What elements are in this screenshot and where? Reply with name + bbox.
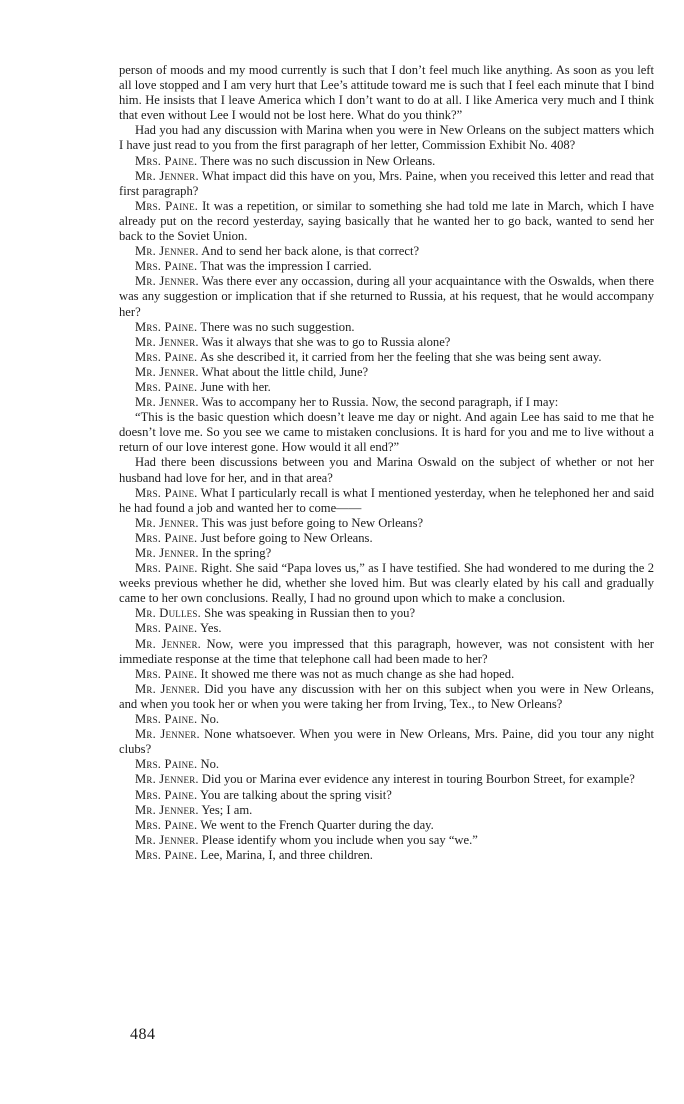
speaker-label: Mr. Jenner.: [135, 546, 199, 560]
paragraph: [119, 380, 654, 395]
speaker-label: Mrs. Paine.: [135, 561, 198, 576]
paragraph: [119, 637, 654, 667]
speaker-label: Mrs. Paine.: [135, 153, 198, 168]
paragraph: [119, 833, 654, 848]
speaker-label: Mrs. Paine.: [135, 530, 198, 545]
paragraph: [119, 788, 654, 803]
paragraph: [119, 546, 654, 561]
paragraph-text: Yes; I am.: [201, 802, 253, 817]
paragraph-text: That was the impression I carried.: [200, 259, 372, 274]
speaker-label: Mr. Jenner.: [135, 244, 199, 259]
speaker-label: Mrs. Paine.: [135, 847, 198, 862]
speaker-label: Mr. Jenner.: [135, 395, 199, 410]
speaker-label: Mr. Jenner.: [135, 727, 200, 742]
speaker-label: Mr. Jenner.: [135, 364, 199, 379]
speaker-label: Mr. Jenner.: [135, 636, 202, 651]
paragraph: [119, 274, 654, 319]
speaker-label: Mrs. Paine.: [135, 817, 198, 832]
paragraph-text: None whatsoever. When you were in New Orleans, Mrs. Paine, did you tour any night clubs?: [119, 727, 654, 757]
paragraph: [119, 727, 654, 757]
paragraph-text: No.: [200, 712, 220, 727]
paragraph: [119, 335, 654, 350]
paragraph: [119, 803, 654, 818]
paragraph-text: As she described it, it carried from her the feeling that she was being sent away.: [199, 349, 602, 364]
paragraph: [119, 123, 654, 153]
speaker-label: Mrs. Paine.: [135, 198, 199, 213]
paragraph-text: This was just before going to New Orleans?: [201, 515, 424, 530]
paragraph: [119, 63, 654, 123]
page-number: 484: [130, 1026, 156, 1043]
paragraph-text: Was there ever any occassion, during all your acquaintance with the Oswalds, when there was any suggestion or implication that if she returned to Russia, at his request, that he would accompany her?: [119, 274, 654, 319]
paragraph-text: person of moods and my mood currently is such that I don’t feel much like anything. As soon as you left all love stopped and I am very hurt that Lee’s attitude toward me is such that I feel each minute that I bind him. He insists that I leave America which I don’t want to do at all. I like America very much and I think that even without Lee I would not be lost here. What do you think?”: [119, 63, 654, 123]
speaker-label: Mr. Jenner.: [135, 168, 199, 183]
speaker-label: Mr. Jenner.: [135, 802, 199, 817]
speaker-label: Mrs. Paine.: [135, 319, 198, 334]
paragraph-text: Did you or Marina ever evidence any interest in touring Bourbon Street, for example?: [201, 772, 635, 787]
paragraph: [119, 350, 654, 365]
paragraph: [119, 244, 654, 259]
paragraph-text: Now, were you impressed that this paragraph, however, was not consistent with her immediate response at the time that telephone call had been made to her?: [119, 636, 654, 666]
speaker-label: Mr. Jenner.: [135, 772, 199, 787]
paragraph: [119, 682, 654, 712]
paragraph: [119, 516, 654, 531]
paragraph-text: It was a repetition, or similar to something she had told me late in March, which I have already put on the record yesterday, saying basically that he wanted her to go back, wanted to send her back to the Soviet Union.: [119, 198, 654, 244]
paragraph-text: Had you had any discussion with Marina when you were in New Orleans on the subject matters which I have just read to you from the first paragraph of her letter, Commission Exhibit No. 408?: [119, 123, 654, 153]
paragraph-text: What impact did this have on you, Mrs. Paine, when you received this letter and read that first paragraph?: [119, 168, 655, 198]
paragraph: [119, 531, 654, 546]
paragraph-text: Yes.: [200, 621, 222, 636]
speaker-label: Mrs. Paine.: [135, 349, 198, 364]
paragraph-text: Lee, Marina, I, and three children.: [200, 847, 373, 862]
speaker-label: Mrs. Paine.: [135, 379, 198, 394]
paragraph: [119, 320, 654, 335]
paragraph: [119, 169, 654, 199]
speaker-label: Mr. Jenner.: [135, 832, 199, 847]
paragraph-text: Please identify whom you include when you say “we.”: [201, 832, 478, 847]
speaker-label: Mrs. Paine.: [135, 787, 198, 802]
paragraph-text: What I particularly recall is what I mentioned yesterday, when he telephoned her and said he had found a job and wanted her to come——: [119, 485, 654, 515]
speaker-label: Mrs. Paine.: [135, 712, 198, 727]
paragraph-text: We went to the French Quarter during the day.: [200, 817, 434, 832]
paragraph: [119, 621, 654, 636]
paragraph: [119, 772, 654, 787]
paragraph: [119, 455, 654, 485]
speaker-label: Mr. Jenner.: [135, 515, 199, 530]
paragraph-text: And to send her back alone, is that correct?: [201, 244, 420, 259]
speaker-label: Mr. Jenner.: [135, 274, 199, 289]
paragraph-text: She was speaking in Russian then to you?: [204, 606, 416, 621]
paragraph: [119, 848, 654, 863]
paragraph: [119, 199, 654, 244]
speaker-label: Mrs. Paine.: [135, 757, 198, 772]
paragraph-text: It showed me there was not as much change as she had hoped.: [200, 666, 515, 681]
paragraph-text: “This is the basic question which doesn’t leave me day or night. And again Lee has said to me that he doesn’t love me. So you see we came to mistaken conclusions. It is hard for you and me to live without a return of our love interest gone. How would it all end?”: [119, 410, 654, 455]
paragraph-text: No.: [200, 757, 220, 772]
paragraph: [119, 667, 654, 682]
paragraph-text: Was to accompany her to Russia. Now, the second paragraph, if I may:: [201, 395, 559, 410]
paragraph-text: Did you have any discussion with her on this subject when you were in New Orleans, and when you took her or when you were taking her from Irving, Tex., to New Orleans?: [119, 681, 655, 711]
speaker-label: Mrs. Paine.: [135, 666, 198, 681]
speaker-label: Mrs. Paine.: [135, 259, 198, 274]
paragraph: [119, 712, 654, 727]
paragraph: [119, 410, 654, 455]
paragraph-text: There was no such discussion in New Orleans.: [200, 153, 436, 168]
paragraph-text: What about the little child, June?: [201, 364, 369, 379]
paragraph: [119, 606, 654, 621]
paragraph: [119, 395, 654, 410]
paragraph-text: In the spring?: [201, 546, 272, 560]
speaker-label: Mrs. Paine.: [135, 485, 198, 500]
paragraph: [119, 486, 654, 516]
paragraph: [119, 561, 654, 606]
paragraph: [119, 757, 654, 772]
paragraph-text: You are talking about the spring visit?: [200, 787, 392, 802]
speaker-label: Mrs. Paine.: [135, 621, 198, 636]
paragraph: [119, 259, 654, 274]
paragraph-text: Was it always that she was to go to Russia alone?: [201, 334, 451, 349]
paragraph-text: Had there been discussions between you and Marina Oswald on the subject of whether or not her husband had love for her, and in that area?: [119, 455, 654, 485]
paragraph: [119, 365, 654, 380]
paragraph-text: Just before going to New Orleans.: [200, 530, 373, 545]
speaker-label: Mr. Dulles.: [135, 606, 201, 621]
speaker-label: Mr. Jenner.: [135, 681, 200, 696]
paragraph-text: There was no such suggestion.: [200, 319, 355, 334]
paragraph: [119, 818, 654, 833]
paragraph-text: June with her.: [200, 379, 271, 394]
paragraph: [119, 154, 654, 169]
testimony-text: [119, 63, 654, 863]
paragraph-text: Right. She said “Papa loves us,” as I have testified. She had wondered to me during the 2 weeks previous whether he did, whether she loved him. But was clearly elated by his call and gradually came to her own conclusions. Really, I had no ground upon which to make a conclusion.: [119, 561, 655, 606]
speaker-label: Mr. Jenner.: [135, 334, 199, 349]
